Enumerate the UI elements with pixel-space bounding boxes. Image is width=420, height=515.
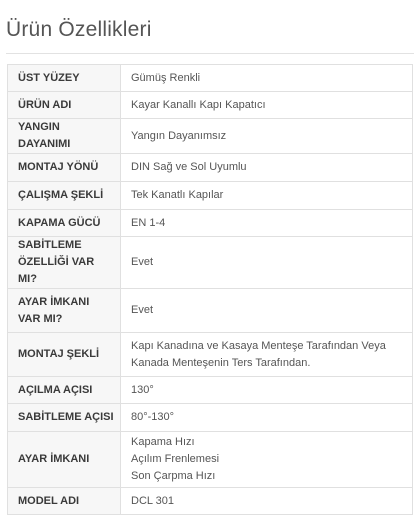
spec-value-line: DCL 301	[131, 494, 175, 507]
spec-value	[121, 65, 413, 92]
spec-table	[7, 64, 413, 515]
spec-label: YANGIN DAYANIMI	[8, 119, 121, 154]
spec-label: AYAR İMKANI VAR MI?	[8, 289, 121, 333]
spec-value	[121, 432, 413, 488]
spec-value-line: Evet	[131, 304, 154, 316]
spec-row	[8, 182, 413, 210]
spec-label: ÜRÜN ADI	[8, 92, 121, 119]
spec-value	[121, 237, 413, 289]
spec-value	[121, 154, 413, 182]
spec-value-line: Tek Kanatlı Kapılar	[131, 189, 224, 201]
spec-row	[8, 92, 413, 119]
spec-row	[8, 154, 413, 182]
spec-value-line: Kapı Kanadına ve Kasaya Menteşe Tarafından Veya Kanada Menteşenin Ters Tarafından.	[131, 339, 386, 369]
spec-value	[121, 377, 413, 404]
spec-value-line: 130°	[131, 383, 154, 396]
spec-label: AÇILMA AÇISI	[8, 377, 121, 404]
spec-value-line: Son Çarpma Hızı	[131, 470, 216, 482]
spec-value	[121, 289, 413, 333]
spec-value-line: DIN Sağ ve Sol Uyumlu	[131, 161, 247, 173]
spec-row	[8, 488, 413, 515]
spec-value	[121, 182, 413, 210]
spec-row	[8, 289, 413, 333]
spec-label: MONTAJ ŞEKLİ	[8, 333, 121, 377]
spec-value-line: Yangın Dayanımsız	[131, 129, 227, 142]
spec-value-line: Açılım Frenlemesi	[131, 453, 220, 465]
spec-value	[121, 404, 413, 432]
spec-table-body	[8, 65, 413, 515]
spec-row	[8, 65, 413, 92]
spec-value-line: Kapama Hızı	[131, 436, 195, 448]
spec-row	[8, 377, 413, 404]
spec-label: SABİTLEME AÇISI	[8, 404, 121, 432]
spec-label: MONTAJ YÖNÜ	[8, 154, 121, 182]
spec-value	[121, 210, 413, 237]
spec-value-line: EN 1-4	[131, 216, 166, 229]
spec-value-line: 80°-130°	[131, 411, 175, 423]
spec-row	[8, 432, 413, 488]
spec-row	[8, 404, 413, 432]
spec-value	[121, 92, 413, 119]
spec-value-line: Kayar Kanallı Kapı Kapatıcı	[131, 98, 266, 111]
page-title: Ürün Özellikleri	[6, 18, 152, 41]
spec-label: MODEL ADI	[8, 488, 121, 515]
spec-label: AYAR İMKANI	[8, 432, 121, 488]
spec-label: ÇALIŞMA ŞEKLİ	[8, 182, 121, 210]
spec-value	[121, 119, 413, 154]
spec-row	[8, 333, 413, 377]
spec-label: KAPAMA GÜCÜ	[8, 210, 121, 237]
spec-row	[8, 119, 413, 154]
spec-value-line: Gümüş Renkli	[131, 71, 201, 84]
spec-label: ÜST YÜZEY	[8, 65, 121, 92]
spec-row	[8, 237, 413, 289]
spec-value	[121, 488, 413, 515]
spec-value	[121, 333, 413, 377]
spec-value-line: Evet	[131, 256, 154, 268]
spec-row	[8, 210, 413, 237]
spec-label: SABİTLEME ÖZELLİĞİ VAR MI?	[8, 237, 121, 289]
title-divider	[6, 53, 414, 54]
